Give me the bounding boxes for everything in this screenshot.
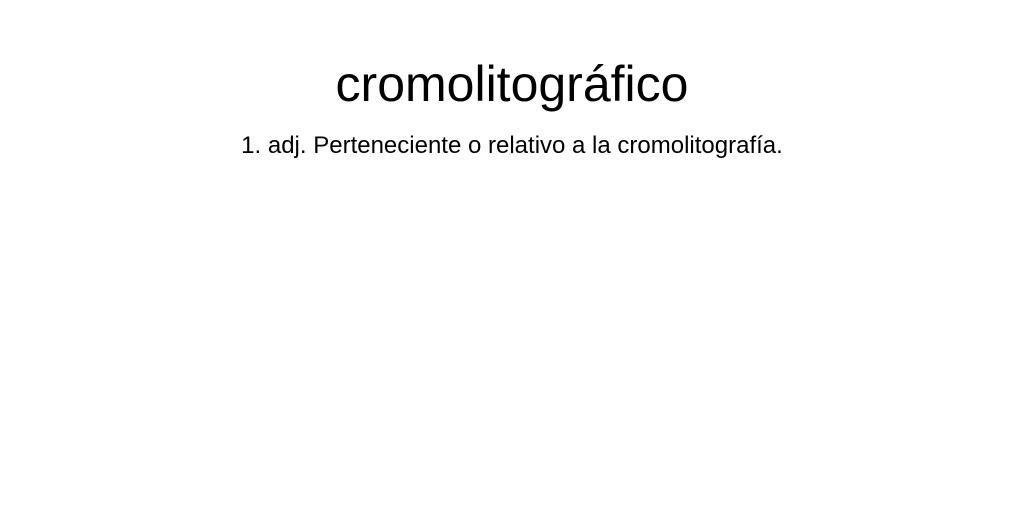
definition: 1. adj. Perteneciente o relativo a la cromolitografía. bbox=[241, 132, 783, 159]
headword: cromolitográfico bbox=[335, 56, 689, 112]
